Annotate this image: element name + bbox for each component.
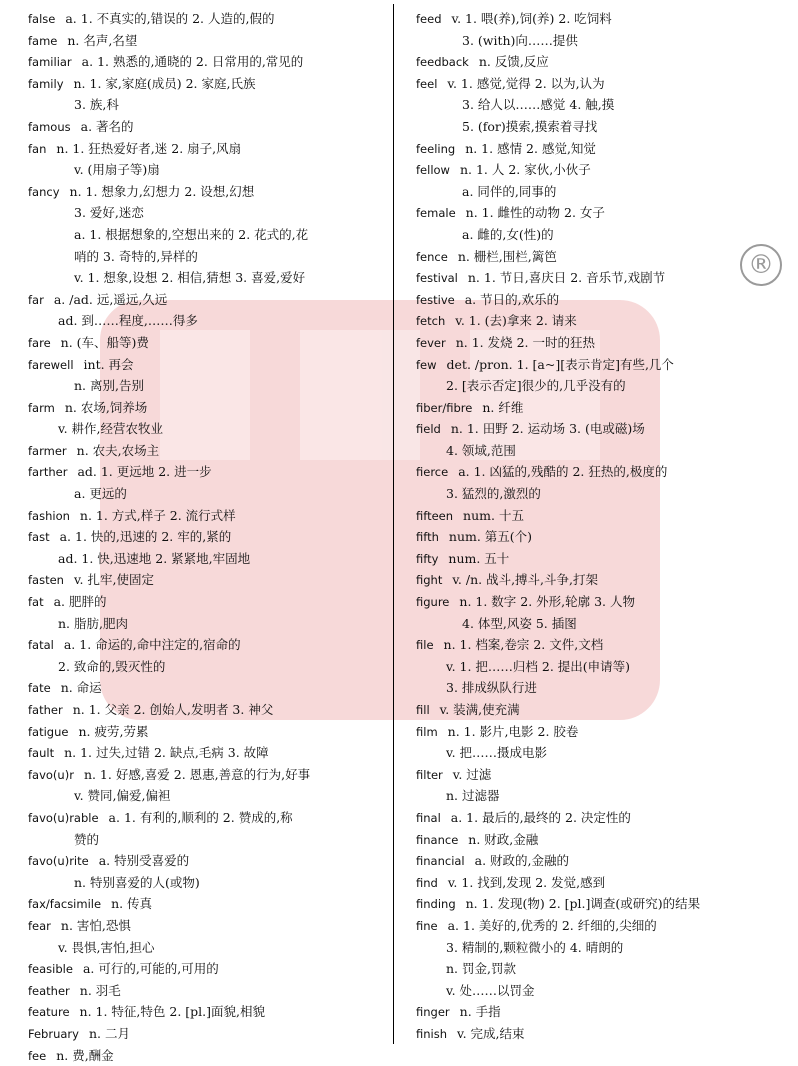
headword: favo(u)rable: [28, 811, 99, 825]
headword: find: [416, 876, 438, 890]
definition-continuation: n. 离别,告别: [28, 375, 388, 397]
definition: a. 肥胖的: [54, 594, 107, 609]
definition: n. 费,酬金: [56, 1048, 113, 1063]
definition-continuation: v. 1. 把……归档 2. 提出(申请等): [416, 656, 776, 678]
definition: n. 害怕,恐惧: [61, 918, 131, 933]
dictionary-entry: [416, 807, 776, 829]
headword: finance: [416, 833, 458, 847]
headword: feeling: [416, 142, 455, 156]
dictionary-entry: [416, 159, 776, 181]
dictionary-entry: [28, 591, 388, 613]
definition-continuation: n. 脂肪,肥肉: [28, 613, 388, 635]
dictionary-entry: [28, 699, 388, 721]
definition: v. 过滤: [453, 767, 492, 782]
headword: feedback: [416, 55, 469, 69]
definition-continuation: 4. 体型,风姿 5. 插图: [416, 613, 776, 635]
headword: familiar: [28, 55, 72, 69]
headword: finish: [416, 1027, 447, 1041]
definition: n. 1. 节日,喜庆日 2. 音乐节,戏剧节: [468, 270, 665, 285]
definition-continuation: 5. (for)摸索,摸索着寻找: [416, 116, 776, 138]
definition: n. 二月: [89, 1026, 130, 1041]
definition: n. 1. 数字 2. 外形,轮廓 3. 人物: [459, 594, 635, 609]
definition: v. 1. (去)拿来 2. 请来: [455, 313, 577, 328]
definition-continuation: n. 罚金,罚款: [416, 958, 776, 980]
definition: v. 1. 感觉,觉得 2. 以为,认为: [447, 76, 604, 91]
definition-continuation: a. 雌的,女(性)的: [416, 224, 776, 246]
headword: fault: [28, 746, 54, 760]
headword: file: [416, 638, 434, 652]
dictionary-entry: [28, 461, 388, 483]
definition: n. 纤维: [482, 400, 523, 415]
dictionary-entry: [28, 51, 388, 73]
dictionary-entry: [28, 742, 388, 764]
dictionary-entry: [416, 138, 776, 160]
headword: finger: [416, 1005, 450, 1019]
definition-continuation: 3. 猛烈的,激烈的: [416, 483, 776, 505]
definition: n. 农场,饲养场: [65, 400, 147, 415]
dictionary-entry: [416, 51, 776, 73]
definition: n. 1. 影片,电影 2. 胶卷: [448, 724, 579, 739]
dictionary-entry: [416, 829, 776, 851]
definition-continuation: a. 同伴的,同事的: [416, 181, 776, 203]
headword: fate: [28, 681, 51, 695]
headword: fever: [416, 336, 446, 350]
definition: a. 节日的,欢乐的: [465, 292, 559, 307]
definition: n. 1. 父亲 2. 创始人,发明者 3. 神父: [73, 702, 274, 717]
definition: n. 1. 过失,过错 2. 缺点,毛病 3. 故障: [64, 745, 269, 760]
headword: fee: [28, 1049, 46, 1063]
dictionary-entry: [416, 591, 776, 613]
definition-continuation: 4. 领域,范围: [416, 440, 776, 462]
definition: a. 特别受喜爱的: [99, 853, 189, 868]
dictionary-entry: [28, 958, 388, 980]
definition: n. 1. 方式,样子 2. 流行式样: [80, 508, 236, 523]
definition-continuation: 2. [表示否定]很少的,几乎没有的: [416, 375, 776, 397]
dictionary-entry: [416, 1001, 776, 1023]
headword: festival: [416, 271, 458, 285]
definition: ad. 1. 更远地 2. 进一步: [77, 464, 211, 479]
definition: n. 传真: [111, 896, 152, 911]
headword: fatal: [28, 638, 54, 652]
headword: feed: [416, 12, 442, 26]
column-divider: [393, 4, 394, 1044]
headword: fifty: [416, 552, 438, 566]
dictionary-entry: [28, 980, 388, 1002]
headword: fight: [416, 573, 442, 587]
definition: int. 再会: [84, 357, 134, 372]
headword: farmer: [28, 444, 67, 458]
headword: field: [416, 422, 441, 436]
headword: fare: [28, 336, 51, 350]
headword: fame: [28, 34, 57, 48]
dictionary-entry: [416, 764, 776, 786]
dictionary-entry: [416, 1023, 776, 1045]
dictionary-entry: [28, 677, 388, 699]
definition-continuation: 3. (with)向……提供: [416, 30, 776, 52]
definition-continuation: v. 赞同,偏爱,偏袒: [28, 785, 388, 807]
headword: favo(u)r: [28, 768, 74, 782]
definition: a. 著名的: [81, 119, 134, 134]
definition-continuation: v. 1. 想象,设想 2. 相信,猜想 3. 喜爱,爱好: [28, 267, 388, 289]
dictionary-entry: [28, 893, 388, 915]
dictionary-entry: [28, 289, 388, 311]
definition: n. 1. 田野 2. 运动场 3. (电或磁)场: [451, 421, 645, 436]
dictionary-entry: [28, 526, 388, 548]
definition: n. 1. 发烧 2. 一时的狂热: [456, 335, 595, 350]
definition: n. 1. 感情 2. 感觉,知觉: [465, 141, 596, 156]
dictionary-entry: [28, 116, 388, 138]
dictionary-entry: [416, 8, 776, 30]
dictionary-entry: [28, 397, 388, 419]
definition: num. 第五(个): [449, 529, 532, 544]
headword: favo(u)rite: [28, 854, 89, 868]
dictionary-entry: [28, 354, 388, 376]
headword: fax/facsimile: [28, 897, 101, 911]
definition: n. 羽毛: [80, 983, 121, 998]
dictionary-entry: [416, 332, 776, 354]
headword: farm: [28, 401, 55, 415]
definition: a. 财政的,金融的: [475, 853, 569, 868]
definition: n. 疲劳,劳累: [78, 724, 148, 739]
headword: festive: [416, 293, 455, 307]
definition-continuation: 3. 族,科: [28, 94, 388, 116]
dictionary-entry: [416, 634, 776, 656]
dictionary-entry: [416, 246, 776, 268]
dictionary-entry: [28, 505, 388, 527]
definition: num. 十五: [463, 508, 524, 523]
definition: n. 1. 发现(物) 2. [pl.]调查(或研究)的结果: [466, 896, 701, 911]
dictionary-entry: [416, 569, 776, 591]
dictionary-entry: [416, 461, 776, 483]
headword: female: [416, 206, 456, 220]
dictionary-entry: [416, 548, 776, 570]
definition: n. 手指: [460, 1004, 501, 1019]
definition-continuation: 2. 致命的,毁灭性的: [28, 656, 388, 678]
definition-continuation: 3. 排成纵队行进: [416, 677, 776, 699]
headword: fiber/fibre: [416, 401, 472, 415]
left-column: [28, 8, 388, 1066]
headword: feel: [416, 77, 437, 91]
dictionary-entry: [28, 1023, 388, 1045]
headword: fetch: [416, 314, 445, 328]
dictionary-entry: [28, 440, 388, 462]
definition: a. /ad. 远,遥远,久远: [54, 292, 167, 307]
headword: father: [28, 703, 63, 717]
definition-continuation: v. 耕作,经营农牧业: [28, 418, 388, 440]
dictionary-entry: [28, 915, 388, 937]
definition: v. 扎牢,使固定: [74, 572, 154, 587]
headword: figure: [416, 595, 449, 609]
definition: n. (车、船等)费: [61, 335, 149, 350]
headword: false: [28, 12, 55, 26]
dictionary-entry: [416, 397, 776, 419]
definition: v. 完成,结束: [457, 1026, 525, 1041]
dictionary-entry: [416, 202, 776, 224]
definition-continuation: v. 把……摄成电影: [416, 742, 776, 764]
definition-continuation: 3. 精制的,颗粒微小的 4. 晴朗的: [416, 937, 776, 959]
dictionary-entry: [28, 850, 388, 872]
definition: n. 1. 狂热爱好者,迷 2. 扇子,风扇: [56, 141, 241, 156]
headword: feasible: [28, 962, 73, 976]
definition: v. 1. 喂(养),饲(养) 2. 吃饲料: [452, 11, 612, 26]
definition: det. /pron. 1. [a~][表示肯定]有些,几个: [447, 357, 674, 372]
headword: feather: [28, 984, 70, 998]
dictionary-entry: [28, 721, 388, 743]
dictionary-entry: [28, 1045, 388, 1066]
dictionary-entry: [28, 807, 388, 829]
headword: final: [416, 811, 441, 825]
definition-continuation: n. 特别喜爱的人(或物): [28, 872, 388, 894]
definition: n. 栅栏,围栏,篱笆: [458, 249, 557, 264]
definition: a. 1. 熟悉的,通晓的 2. 日常用的,常见的: [82, 54, 304, 69]
dictionary-entry: [416, 354, 776, 376]
dictionary-entry: [416, 310, 776, 332]
definition: n. 命运: [61, 680, 102, 695]
dictionary-entry: [416, 850, 776, 872]
definition-continuation: ad. 到……程度,……得多: [28, 310, 388, 332]
headword: fat: [28, 595, 44, 609]
definition: n. 财政,金融: [468, 832, 538, 847]
dictionary-entry: [28, 634, 388, 656]
definition: n. 1. 家,家庭(成员) 2. 家庭,氏族: [74, 76, 256, 91]
definition: v. 1. 找到,发现 2. 发觉,感到: [448, 875, 605, 890]
dictionary-entry: [28, 138, 388, 160]
dictionary-entry: [416, 73, 776, 95]
definition: n. 1. 想象力,幻想力 2. 设想,幻想: [70, 184, 255, 199]
headword: fasten: [28, 573, 64, 587]
definition-continuation: a. 1. 根据想象的,空想出来的 2. 花式的,花: [28, 224, 388, 246]
definition-continuation: 3. 爱好,迷恋: [28, 202, 388, 224]
headword: fence: [416, 250, 448, 264]
definition: n. 1. 雌性的动物 2. 女子: [466, 205, 605, 220]
dictionary-entry: [416, 872, 776, 894]
definition: a. 1. 不真实的,错误的 2. 人造的,假的: [65, 11, 274, 26]
headword: fierce: [416, 465, 448, 479]
headword: finding: [416, 897, 456, 911]
headword: fast: [28, 530, 50, 544]
dictionary-entry: [416, 289, 776, 311]
definition: v. /n. 战斗,搏斗,斗争,打架: [452, 572, 598, 587]
headword: film: [416, 725, 438, 739]
definition: n. 1. 特征,特色 2. [pl.]面貌,相貌: [80, 1004, 265, 1019]
headword: fan: [28, 142, 46, 156]
dictionary-entry: [28, 764, 388, 786]
definition-continuation: 赞的: [28, 829, 388, 851]
definition-continuation: ad. 1. 快,迅速地 2. 紧紧地,牢固地: [28, 548, 388, 570]
dictionary-entry: [416, 267, 776, 289]
headword: fifth: [416, 530, 439, 544]
dictionary-entry: [416, 699, 776, 721]
registered-mark-icon: ®: [740, 244, 782, 286]
dictionary-entry: [416, 526, 776, 548]
headword: fancy: [28, 185, 60, 199]
definition-continuation: v. 畏惧,害怕,担心: [28, 937, 388, 959]
headword: filter: [416, 768, 443, 782]
dictionary-entry: [28, 332, 388, 354]
right-column: [416, 8, 776, 1045]
dictionary-entry: [28, 8, 388, 30]
dictionary-entry: [416, 418, 776, 440]
definition: a. 1. 快的,迅速的 2. 牢的,紧的: [60, 529, 232, 544]
dictionary-entry: [28, 1001, 388, 1023]
definition: n. 1. 档案,卷宗 2. 文件,文档: [444, 637, 604, 652]
definition-continuation: 3. 给人以……感觉 4. 触,摸: [416, 94, 776, 116]
definition-continuation: 哨的 3. 奇特的,异样的: [28, 246, 388, 268]
dictionary-entry: [28, 73, 388, 95]
headword: fashion: [28, 509, 70, 523]
definition: v. 装满,使充满: [440, 702, 520, 717]
definition: a. 1. 最后的,最终的 2. 决定性的: [451, 810, 631, 825]
dictionary-entry: [416, 721, 776, 743]
headword: fifteen: [416, 509, 453, 523]
headword: farther: [28, 465, 67, 479]
definition-continuation: v. (用扇子等)扇: [28, 159, 388, 181]
definition: n. 1. 人 2. 家伙,小伙子: [460, 162, 591, 177]
dictionary-entry: [28, 30, 388, 52]
definition: n. 农夫,农场主: [77, 443, 159, 458]
definition: n. 1. 好感,喜爱 2. 恩惠,善意的行为,好事: [84, 767, 310, 782]
headword: feature: [28, 1005, 70, 1019]
headword: fatigue: [28, 725, 68, 739]
definition-continuation: n. 过滤器: [416, 785, 776, 807]
headword: fellow: [416, 163, 450, 177]
definition: a. 1. 命运的,命中注定的,宿命的: [64, 637, 241, 652]
headword: family: [28, 77, 64, 91]
dictionary-entry: [416, 505, 776, 527]
headword: financial: [416, 854, 465, 868]
dictionary-entry: [416, 915, 776, 937]
definition-continuation: a. 更远的: [28, 483, 388, 505]
headword: fine: [416, 919, 438, 933]
definition: a. 1. 美好的,优秀的 2. 纤细的,尖细的: [448, 918, 657, 933]
headword: far: [28, 293, 44, 307]
definition: a. 1. 凶猛的,残酷的 2. 狂热的,极度的: [458, 464, 667, 479]
dictionary-entry: [416, 893, 776, 915]
definition: n. 名声,名望: [67, 33, 137, 48]
headword: fear: [28, 919, 51, 933]
dictionary-entry: [28, 569, 388, 591]
headword: fill: [416, 703, 430, 717]
definition: a. 1. 有利的,顺利的 2. 赞成的,称: [109, 810, 293, 825]
definition: a. 可行的,可能的,可用的: [83, 961, 219, 976]
headword: famous: [28, 120, 71, 134]
definition-continuation: v. 处……以罚金: [416, 980, 776, 1002]
headword: February: [28, 1027, 79, 1041]
definition: n. 反馈,反应: [479, 54, 549, 69]
definition: num. 五十: [448, 551, 509, 566]
headword: few: [416, 358, 437, 372]
headword: farewell: [28, 358, 74, 372]
dictionary-entry: [28, 181, 388, 203]
